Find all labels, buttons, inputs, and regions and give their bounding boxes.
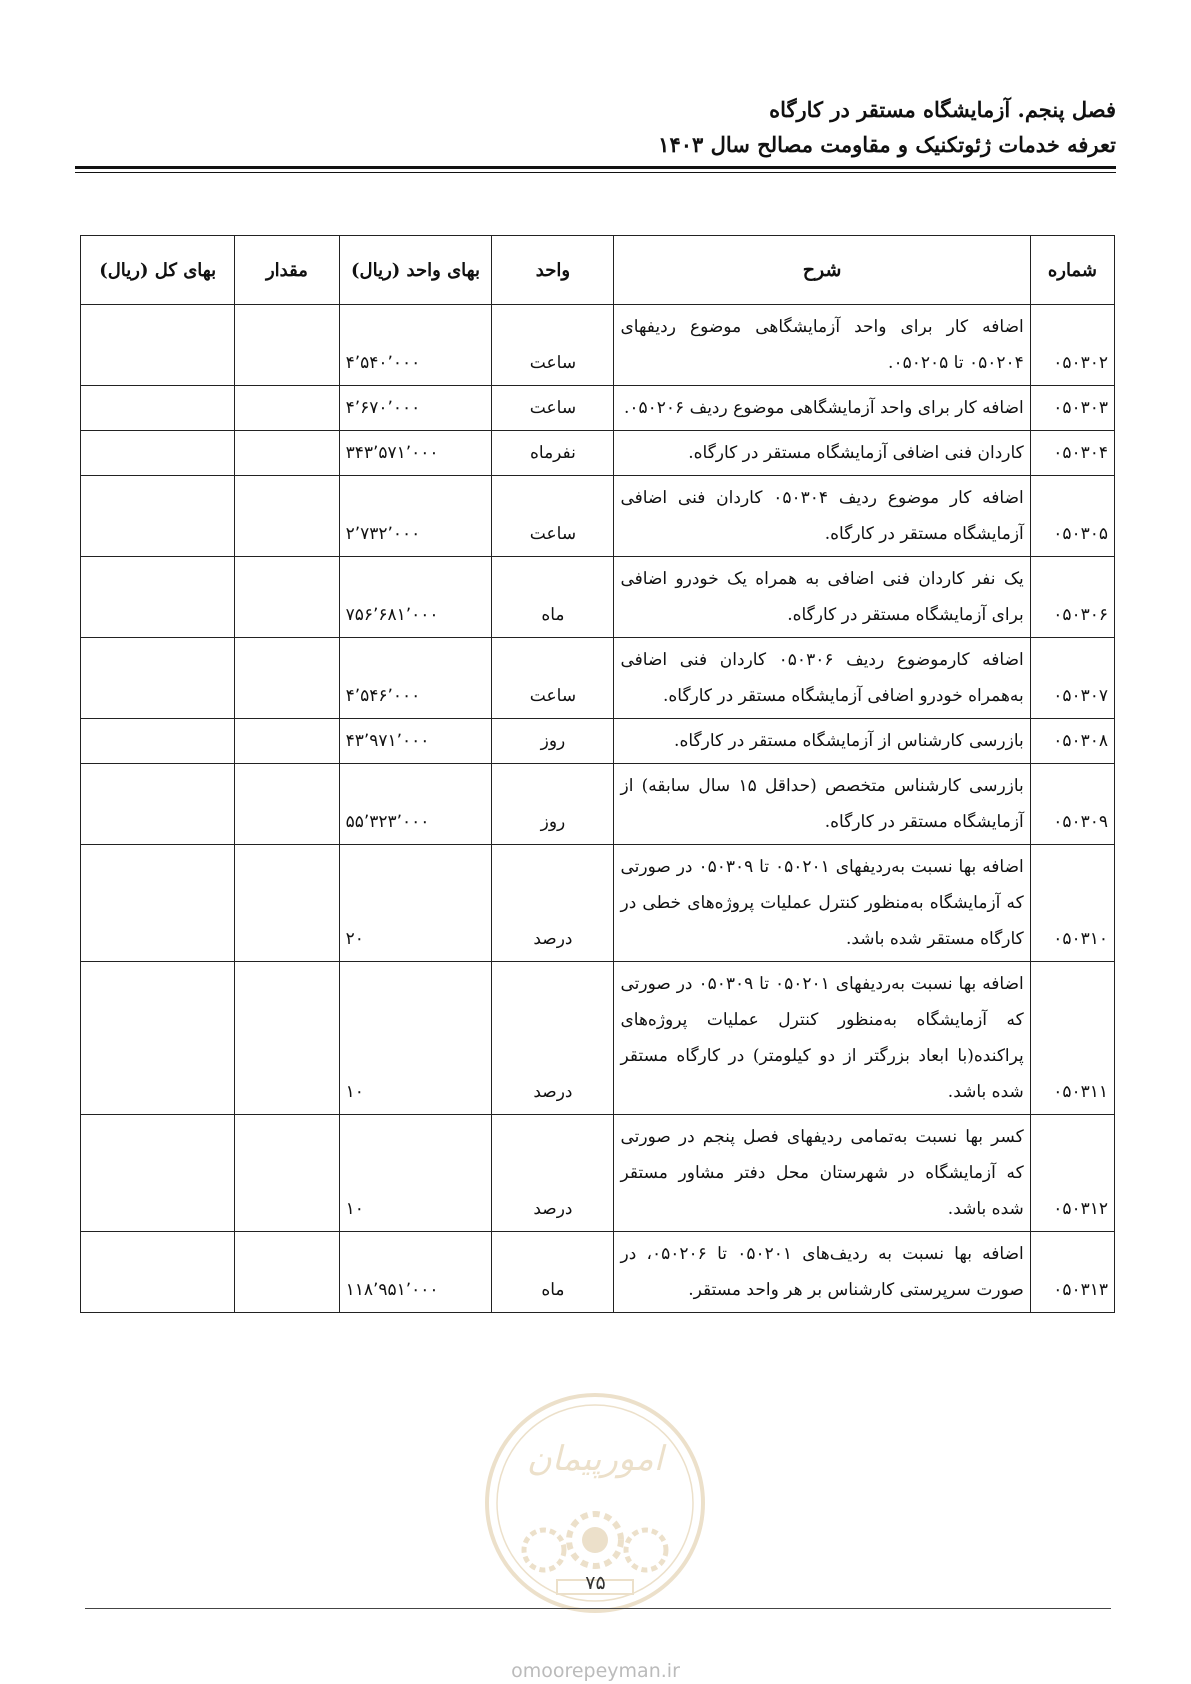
row-unit-price: ۴٬۵۴۰٬۰۰۰ <box>339 305 492 386</box>
row-number: ۰۵۰۳۱۳ <box>1030 1232 1114 1313</box>
header-rule-thick <box>75 166 1116 169</box>
row-unit: ساعت <box>492 305 614 386</box>
table-row <box>81 638 1115 719</box>
row-unit: درصد <box>492 1115 614 1232</box>
row-number: ۰۵۰۳۰۴ <box>1030 431 1114 476</box>
row-unit: درصد <box>492 845 614 962</box>
page-header <box>75 92 1116 162</box>
row-quantity <box>235 476 339 557</box>
row-unit: ماه <box>492 557 614 638</box>
row-unit-price: ۱۰ <box>339 1115 492 1232</box>
watermark-site: omoorepeyman.ir <box>511 1660 680 1682</box>
row-description: اضافه کار موضوع ردیف ۰۵۰۳۰۴ کاردان فنی اضافی آزمایشگاه مستقر در کارگاه. <box>614 476 1030 557</box>
row-total <box>81 476 235 557</box>
row-number: ۰۵۰۳۰۶ <box>1030 557 1114 638</box>
row-unit: ساعت <box>492 476 614 557</box>
row-total <box>81 1115 235 1232</box>
header-total: بهای کل (ریال) <box>81 236 235 305</box>
row-quantity <box>235 431 339 476</box>
row-unit-price: ۳۴۳٬۵۷۱٬۰۰۰ <box>339 431 492 476</box>
table-row <box>81 764 1115 845</box>
row-unit: نفرماه <box>492 431 614 476</box>
watermark-logo-text: امورپیمان <box>526 1439 664 1479</box>
row-unit-price: ۴٬۶۷۰٬۰۰۰ <box>339 386 492 431</box>
table-row <box>81 476 1115 557</box>
row-number: ۰۵۰۳۱۲ <box>1030 1115 1114 1232</box>
row-number: ۰۵۰۳۱۱ <box>1030 962 1114 1115</box>
row-description: اضافه بها نسبت به ردیف‌های ۰۵۰۲۰۱ تا ۰۵۰۲۰۶، در صورت سرپرستی کارشناس بر هر واحد مستقر. <box>614 1232 1030 1313</box>
row-quantity <box>235 764 339 845</box>
row-quantity <box>235 557 339 638</box>
row-unit-price: ۱۱۸٬۹۵۱٬۰۰۰ <box>339 1232 492 1313</box>
row-number: ۰۵۰۳۱۰ <box>1030 845 1114 962</box>
row-description: اضافه کارموضوع ردیف ۰۵۰۳۰۶ کاردان فنی اضافی به‌همراه خودرو اضافی آزمایشگاه مستقر در کارگاه. <box>614 638 1030 719</box>
table-row <box>81 386 1115 431</box>
document-title: تعرفه خدمات ژئوتکنیک و مقاومت مصالح سال ۱۴۰۳ <box>658 132 1116 157</box>
row-number: ۰۵۰۳۰۲ <box>1030 305 1114 386</box>
row-number: ۰۵۰۳۰۳ <box>1030 386 1114 431</box>
row-quantity <box>235 845 339 962</box>
table-row <box>81 557 1115 638</box>
table-row <box>81 305 1115 386</box>
row-description: اضافه کار برای واحد آزمایشگاهی موضوع ردیفهای ۰۵۰۲۰۴ تا ۰۵۰۲۰۵. <box>614 305 1030 386</box>
table-row <box>81 1115 1115 1232</box>
table-row <box>81 962 1115 1115</box>
row-number: ۰۵۰۳۰۸ <box>1030 719 1114 764</box>
row-total <box>81 1232 235 1313</box>
row-description: کاردان فنی اضافی آزمایشگاه مستقر در کارگاه. <box>614 431 1030 476</box>
row-quantity <box>235 962 339 1115</box>
row-unit: روز <box>492 764 614 845</box>
table-row <box>81 845 1115 962</box>
row-description: یک نفر کاردان فنی اضافی به همراه یک خودرو اضافی برای آزمایشگاه مستقر در کارگاه. <box>614 557 1030 638</box>
header-rule-thin <box>75 172 1116 173</box>
table-row <box>81 1232 1115 1313</box>
row-unit: ساعت <box>492 638 614 719</box>
row-unit: ساعت <box>492 386 614 431</box>
row-description: کسر بها نسبت به‌تمامی ردیفهای فصل پنجم در صورتی که آزمایشگاه در شهرستان محل دفتر مشاور مستقر شده باشد. <box>614 1115 1030 1232</box>
footer-rule <box>85 1608 1111 1609</box>
row-description: اضافه بها نسبت به‌ردیفهای ۰۵۰۲۰۱ تا ۰۵۰۳۰۹ در صورتی که آزمایشگاه به‌منظور کنترل عملیات پروژه‌های پراکنده(با ابعاد بزرگتر از دو کیلومتر) در کارگاه مستقر شده باشد. <box>614 962 1030 1115</box>
tariff-table <box>80 235 1115 1313</box>
row-total <box>81 557 235 638</box>
row-unit: روز <box>492 719 614 764</box>
row-total <box>81 845 235 962</box>
row-quantity <box>235 1115 339 1232</box>
row-total <box>81 962 235 1115</box>
table-header-row <box>81 236 1115 305</box>
row-quantity <box>235 1232 339 1313</box>
row-total <box>81 386 235 431</box>
header-desc: شرح <box>614 236 1030 305</box>
row-unit-price: ۴۳٬۹۷۱٬۰۰۰ <box>339 719 492 764</box>
row-unit-price: ۲۰ <box>339 845 492 962</box>
row-description: اضافه کار برای واحد آزمایشگاهی موضوع ردیف ۰۵۰۲۰۶. <box>614 386 1030 431</box>
row-unit-price: ۱۰ <box>339 962 492 1115</box>
table-row <box>81 719 1115 764</box>
page-number: ۷۵ <box>585 1572 606 1594</box>
row-description: بازرسی کارشناس متخصص (حداقل ۱۵ سال سابقه) از آزمایشگاه مستقر در کارگاه. <box>614 764 1030 845</box>
row-total <box>81 719 235 764</box>
row-number: ۰۵۰۳۰۷ <box>1030 638 1114 719</box>
header-price: بهای واحد (ریال) <box>339 236 492 305</box>
row-description: اضافه بها نسبت به‌ردیفهای ۰۵۰۲۰۱ تا ۰۵۰۳۰۹ در صورتی که آزمایشگاه به‌منظور کنترل عملیات پروژه‌های خطی در کارگاه مستقر شده باشد. <box>614 845 1030 962</box>
row-unit: درصد <box>492 962 614 1115</box>
row-description: بازرسی کارشناس از آزمایشگاه مستقر در کارگاه. <box>614 719 1030 764</box>
row-quantity <box>235 638 339 719</box>
header-num: شماره <box>1030 236 1114 305</box>
header-qty: مقدار <box>235 236 339 305</box>
row-unit-price: ۷۵۶٬۶۸۱٬۰۰۰ <box>339 557 492 638</box>
row-quantity <box>235 305 339 386</box>
row-number: ۰۵۰۳۰۹ <box>1030 764 1114 845</box>
row-total <box>81 638 235 719</box>
row-unit-price: ۵۵٬۳۲۳٬۰۰۰ <box>339 764 492 845</box>
table-row <box>81 431 1115 476</box>
row-number: ۰۵۰۳۰۵ <box>1030 476 1114 557</box>
chapter-title: فصل پنجم. آزمایشگاه مستقر در کارگاه <box>769 97 1116 122</box>
row-unit: ماه <box>492 1232 614 1313</box>
row-total <box>81 764 235 845</box>
row-total <box>81 305 235 386</box>
row-total <box>81 431 235 476</box>
header-unit: واحد <box>492 236 614 305</box>
row-quantity <box>235 386 339 431</box>
row-quantity <box>235 719 339 764</box>
row-unit-price: ۴٬۵۴۶٬۰۰۰ <box>339 638 492 719</box>
row-unit-price: ۲٬۷۳۲٬۰۰۰ <box>339 476 492 557</box>
